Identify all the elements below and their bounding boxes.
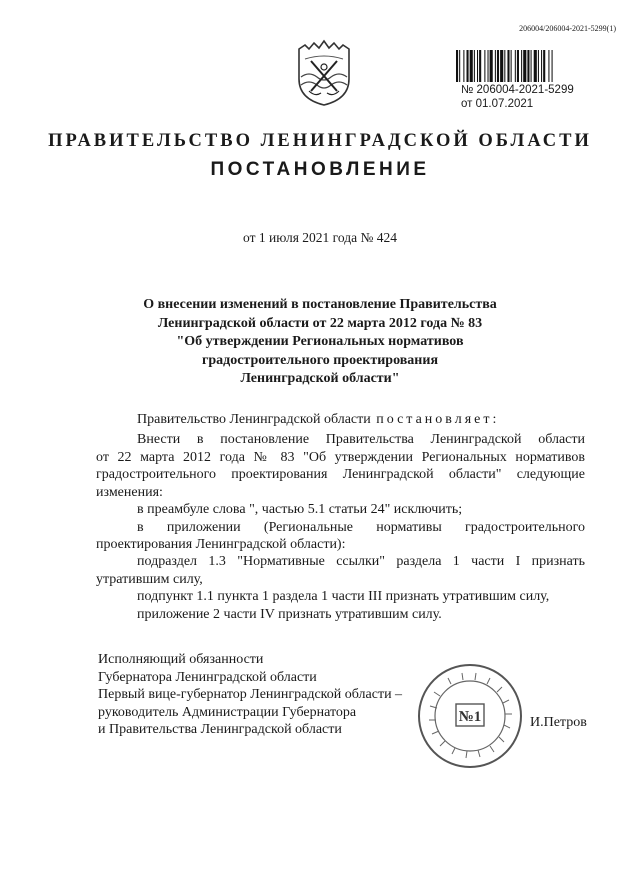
signature-line: Исполняющий обязанности — [98, 652, 264, 667]
barcode-bar — [456, 50, 458, 82]
barcode-bar — [538, 50, 539, 82]
signer-name: И.Петров — [530, 715, 587, 730]
barcode-bar — [515, 50, 516, 82]
barcode-bar — [504, 50, 505, 82]
barcode-bar — [500, 50, 503, 82]
registration-number: № 206004-2021-5299 — [461, 84, 574, 96]
body-intro — [137, 411, 499, 428]
body-line: в приложении (Региональные нормативы градостроительного — [137, 520, 585, 535]
barcode-bar — [541, 50, 542, 82]
body-line: градостроительного проектирования Ленинградской области" следующие — [96, 467, 585, 482]
title-line: О внесении изменений в постановление Правительства — [143, 297, 497, 312]
intro-text: Правительство Ленинградской области — [137, 412, 371, 427]
barcode-bar — [507, 50, 509, 82]
signature-line: руководитель Администрации Губернатора — [98, 704, 357, 720]
document-type-heading: ПОСТАНОВЛЕНИЕ — [210, 159, 430, 180]
barcode-bar — [488, 50, 489, 82]
barcode-bar — [552, 50, 553, 82]
barcode-bar — [463, 50, 464, 82]
barcode-bar — [467, 50, 469, 82]
barcode-bar — [470, 50, 473, 82]
title-line: Ленинградской области" — [240, 371, 400, 386]
signature-line: и Правительства Ленинградской области — [98, 722, 342, 737]
barcode-bar — [517, 50, 519, 82]
barcode-bar — [474, 50, 475, 82]
registration-info — [461, 83, 574, 111]
leningrad-oblast-coat-of-arms-icon — [295, 35, 353, 107]
barcode — [455, 50, 611, 82]
body-line: изменения: — [96, 485, 163, 500]
barcode-bar — [523, 50, 526, 82]
body-line: подраздел 1.3 "Нормативные ссылки" раздела 1 части I признать — [137, 554, 585, 569]
barcode-bar — [495, 50, 496, 82]
barcode-bar — [543, 50, 545, 82]
document-code: 206004/206004-2021-5299(1) — [519, 24, 616, 33]
barcode-bar — [477, 50, 478, 82]
barcode-bar — [521, 50, 522, 82]
body-line: от 22 марта 2012 года № 83 "Об утверждении Региональных нормативов — [96, 450, 585, 465]
barcode-bar — [484, 50, 485, 82]
title-line: "Об утверждении Региональных нормативов — [176, 334, 464, 349]
barcode-bar — [531, 50, 532, 82]
document-date: от 1 июля 2021 года № 424 — [243, 230, 397, 245]
signature-line: Губернатора Ленинградской области — [98, 669, 317, 685]
body-line: утратившим силу, — [96, 572, 203, 587]
intro-verb: постановляет: — [376, 412, 500, 427]
signature-line: Первый вице-губернатор Ленинградской области – — [98, 687, 403, 702]
body-line: проектирования Ленинградской области): — [96, 537, 346, 552]
signature-block — [98, 651, 402, 739]
registration-date: от 01.07.2021 — [461, 98, 534, 110]
body-line: Внести в постановление Правительства Ленинградской области — [137, 432, 585, 447]
barcode-bar — [534, 50, 537, 82]
barcode-bar — [497, 50, 499, 82]
barcode-bar — [459, 50, 460, 82]
organization-heading: ПРАВИТЕЛЬСТВО ЛЕНИНГРАДСКОЙ ОБЛАСТИ — [48, 131, 592, 151]
title-line: градостроительного проектирования — [201, 352, 439, 368]
document-title — [100, 296, 540, 389]
official-seal-stamp — [416, 662, 524, 770]
barcode-bar — [479, 50, 481, 82]
stamp-number: №1 — [458, 709, 482, 725]
barcode-bar — [511, 50, 512, 82]
title-line: Ленинградской области от 22 марта 2012 года № 83 — [157, 315, 483, 331]
body-line: в преамбуле слова ", частью 5.1 статьи 24" исключить; — [137, 502, 463, 517]
barcode-bar — [527, 50, 529, 82]
body-line: подпункт 1.1 пункта 1 раздела 1 части III признать утратившим силу, — [137, 589, 550, 604]
body-line: приложение 2 части IV признать утратившим силу. — [137, 607, 442, 622]
barcode-bar — [548, 50, 549, 82]
barcode-bar — [490, 50, 493, 82]
